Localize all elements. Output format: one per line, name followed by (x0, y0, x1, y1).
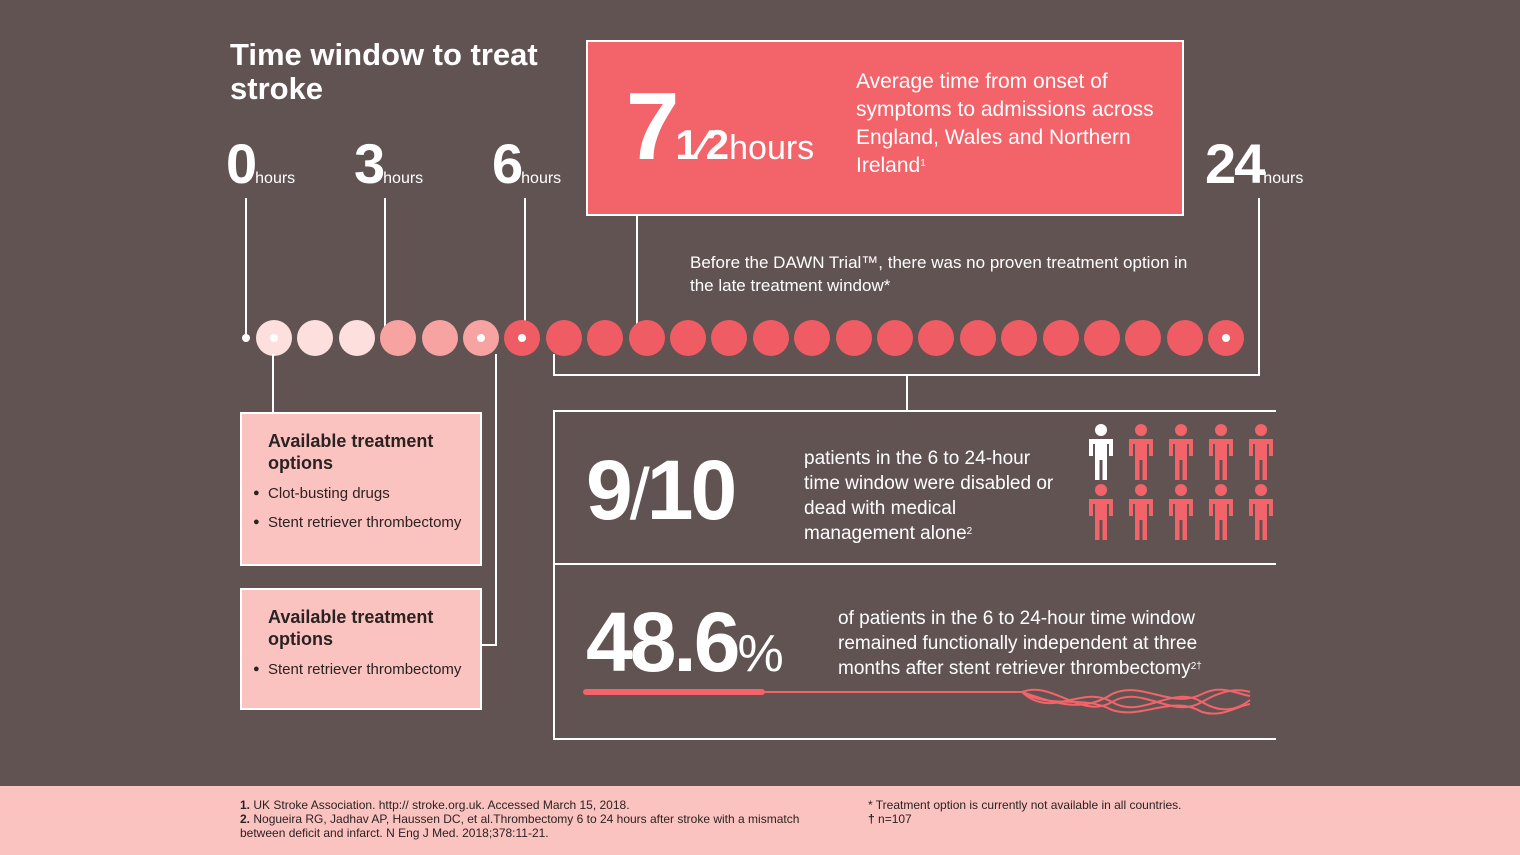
average-time-fraction: 1⁄2 (675, 121, 730, 168)
person-icon (1166, 424, 1196, 480)
hour-unit: hours (1263, 170, 1304, 187)
hour-circle-9 (587, 320, 623, 356)
hour-circle-5 (422, 320, 458, 356)
hour-circle-15 (836, 320, 872, 356)
highlight-pointer-line (636, 212, 638, 338)
tick-line-6 (524, 198, 526, 338)
hour-circle-13 (753, 320, 789, 356)
person-icon (1126, 424, 1156, 480)
connector-0-3 (272, 354, 274, 414)
hour-circle-16 (877, 320, 913, 356)
treatment-option-item: ● Stent retriever thrombectomy (268, 513, 468, 532)
footnote-ref: 1 (920, 158, 926, 169)
hour-circle-23 (1167, 320, 1203, 356)
stat-9-of-10 (586, 443, 735, 537)
hour-unit: hours (383, 170, 424, 187)
average-time-box (586, 40, 1184, 216)
stat-1-description (804, 446, 1066, 546)
person-icon (1246, 484, 1276, 540)
marker-hour-1 (270, 334, 278, 342)
hour-circle-11 (670, 320, 706, 356)
person-icon (1126, 484, 1156, 540)
stats-panel-divider (553, 563, 1276, 565)
hour-circle-18 (960, 320, 996, 356)
footnote-availability: * Treatment option is currently not available in all countries. (868, 798, 1182, 812)
tick-line-3 (384, 198, 386, 338)
stat-2-description (838, 606, 1258, 681)
person-icon (1086, 424, 1116, 480)
stat-numerator: 9 (586, 443, 630, 537)
person-icon (1206, 424, 1236, 480)
bracket-stem (906, 374, 908, 412)
dagger-mark: † (868, 812, 875, 826)
bracket-left (553, 354, 555, 376)
hour-unit: hours (521, 170, 562, 187)
hour-circle-2 (297, 320, 333, 356)
hour-circle-22 (1125, 320, 1161, 356)
stat-unit: % (737, 625, 784, 683)
person-icon (1166, 484, 1196, 540)
connector-3-6-horizontal (481, 644, 497, 646)
reference-1 (240, 798, 830, 812)
sample-size-text: n=107 (874, 812, 912, 826)
treatment-options-title: Available treatment options (268, 431, 434, 473)
hour-value: 6 (492, 132, 522, 195)
hour-circle-21 (1084, 320, 1120, 356)
average-time-whole: 7 (626, 73, 676, 180)
stat-2-text: of patients in the 6 to 24-hour time window remained functionally independent at three months after stent retriever thrombectomy (838, 608, 1198, 679)
footnote-ref: 2† (1190, 661, 1202, 672)
reference-2 (240, 812, 830, 840)
hour-circle-20 (1043, 320, 1079, 356)
hour-circle-3 (339, 320, 375, 356)
stats-panel-bottom (553, 738, 1276, 740)
hour-label-3 (354, 132, 424, 195)
tick-dot-0 (242, 334, 250, 342)
treatment-options-title: Available treatment options (268, 607, 434, 649)
person-icon (1086, 484, 1116, 540)
hour-circle-12 (711, 320, 747, 356)
tick-line-24 (1258, 198, 1260, 338)
hour-value: 24 (1205, 132, 1264, 195)
hour-circle-4 (380, 320, 416, 356)
average-time-description (856, 68, 1166, 180)
person-icon (1246, 424, 1276, 480)
hour-label-6 (492, 132, 562, 195)
treatment-option-item: ● Clot-busting drugs (268, 484, 468, 503)
marker-hour-6 (477, 334, 485, 342)
hour-value: 3 (354, 132, 384, 195)
bracket-right (1258, 338, 1260, 376)
hour-label-0 (226, 132, 296, 195)
treatment-options-3-6 (240, 588, 482, 710)
average-time-unit: hours (729, 129, 815, 167)
footer (0, 786, 1520, 855)
hour-circle-8 (546, 320, 582, 356)
average-time-value (626, 72, 814, 182)
reference-text: UK Stroke Association. http:// stroke.org.uk. Accessed March 15, 2018. (250, 798, 630, 812)
hour-circle-19 (1001, 320, 1037, 356)
hour-label-24 (1205, 132, 1304, 195)
reference-number: 2. (240, 812, 251, 826)
hour-circle-10 (629, 320, 665, 356)
stats-panel-top (553, 410, 1276, 412)
hour-circle-14 (794, 320, 830, 356)
tick-line-0 (245, 198, 247, 338)
hour-unit: hours (255, 170, 296, 187)
treatment-option-item: ● Stent retriever thrombectomy (268, 660, 468, 679)
connector-3-6-vertical (495, 354, 497, 646)
stat-value: 48.6 (586, 595, 738, 689)
hour-value: 0 (226, 132, 256, 195)
stats-panel-left (553, 410, 555, 740)
page-title: Time window to treat stroke (230, 37, 538, 106)
treatment-options-0-3 (240, 412, 482, 566)
footnote-sample-size (868, 812, 1308, 826)
footnote-ref: 2 (966, 526, 973, 537)
average-time-text: Average time from onset of symptoms to admissions across England, Wales and Northern Ireland (856, 70, 1154, 177)
reference-text: Nogueira RG, Jadhav AP, Haussen DC, et al.Thrombectomy 6 to 24 hours after stroke with a mismatch between deficit and infarct. N Eng J Med. 2018;378:11-21. (240, 812, 800, 840)
dawn-trial-note: Before the DAWN Trial™, there was no proven treatment option in the late treatment window* (690, 253, 1188, 295)
person-icon (1206, 484, 1236, 540)
stat-1-text: patients in the 6 to 24-hour time window were disabled or dead with medical management alone (804, 448, 1054, 544)
hour-circle-17 (918, 320, 954, 356)
reference-number: 1. (240, 798, 251, 812)
stent-retriever-illustration (582, 680, 1258, 724)
stat-slash: / (629, 455, 647, 535)
stat-denominator: 10 (646, 443, 735, 537)
